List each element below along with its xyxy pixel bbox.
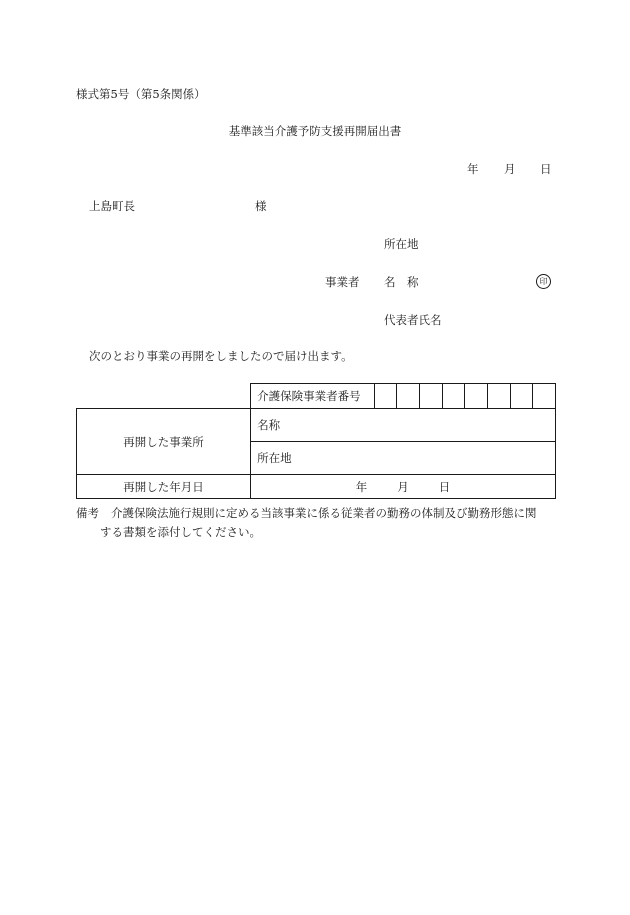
note-label: 備考: [76, 506, 99, 520]
blank-cell: [77, 384, 251, 409]
addressee-honorific: 様: [255, 199, 267, 213]
provider-number-digit-6[interactable]: [487, 384, 510, 409]
date-month-label: 月: [504, 162, 516, 176]
provider-number-digit-1[interactable]: [374, 384, 397, 409]
application-table: [76, 383, 556, 499]
office-name-row: [77, 409, 556, 442]
office-name-label: 名称: [257, 418, 281, 432]
reopen-date-row: [77, 475, 556, 499]
form-number: 様式第5号（第5条関係）: [76, 87, 206, 101]
provider-number-digit-5[interactable]: [465, 384, 488, 409]
statement-text: 次のとおり事業の再開をしましたので届け出ます。: [89, 349, 353, 363]
applicant-business-label: 事業者: [325, 275, 360, 289]
office-name-field[interactable]: [251, 409, 556, 442]
applicant-address-label: 所在地: [384, 237, 419, 251]
applicant-name-label: 名 称: [384, 275, 419, 289]
seal-icon: [536, 273, 551, 289]
provider-number-digit-7[interactable]: [510, 384, 533, 409]
provider-number-digit-8[interactable]: [533, 384, 556, 409]
provider-number-row: [77, 384, 556, 409]
reopen-day-label: 日: [438, 479, 451, 494]
reopen-date-label: 再開した年月日: [77, 475, 251, 499]
applicant-representative-label: 代表者氏名: [384, 313, 442, 327]
provider-number-digit-3[interactable]: [419, 384, 442, 409]
office-label: 再開した事業所: [77, 409, 251, 475]
seal-mark: 印: [536, 274, 551, 289]
note-line-1: [76, 505, 537, 521]
reopen-date-field[interactable]: [251, 475, 556, 499]
office-address-label: 所在地: [257, 451, 292, 465]
addressee-name: 上島町長: [89, 199, 135, 213]
provider-number-digit-4[interactable]: [442, 384, 465, 409]
reopen-month-label: 月: [397, 479, 409, 494]
reopen-year-label: 年: [355, 479, 368, 494]
provider-number-label: 介護保険事業者番号: [251, 384, 374, 409]
date-day-label: 日: [540, 162, 552, 176]
provider-number-digit-2[interactable]: [397, 384, 420, 409]
note-text-1: 介護保険法施行規則に定める当該事業に係る従業者の勤務の体制及び勤務形態に関: [111, 506, 537, 520]
page-title: 基準該当介護予防支援再開届出書: [228, 124, 402, 138]
office-address-field[interactable]: [251, 442, 556, 475]
note-text-2: する書類を添付してください。: [100, 525, 261, 539]
date-year-label: 年: [467, 162, 479, 176]
